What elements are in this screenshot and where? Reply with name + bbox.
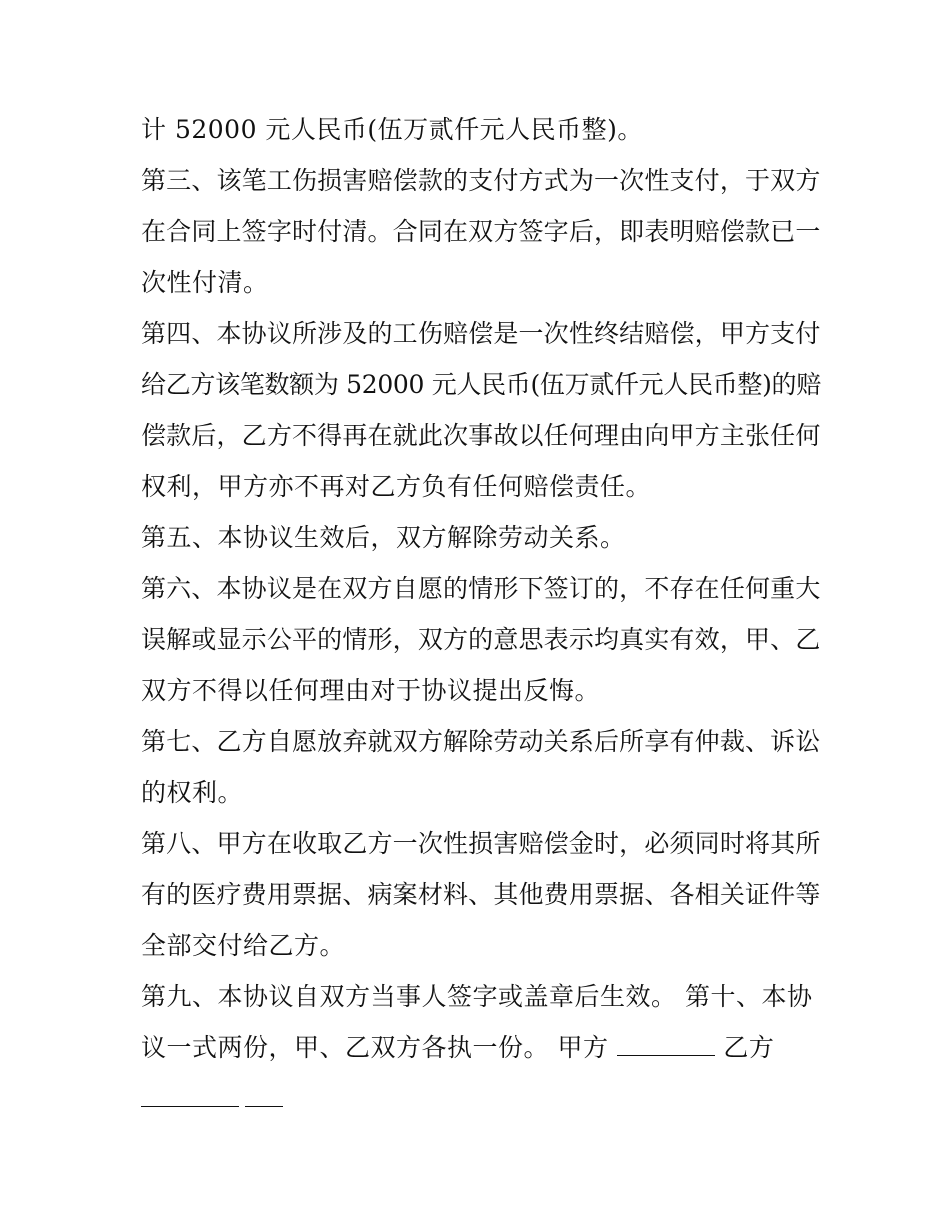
text-line: 第五、本协议生效后，双方解除劳动关系。 — [141, 523, 626, 552]
text-line: 次性付清。 — [141, 268, 269, 297]
text-line: 第三、该笔工伤损害赔偿款的支付方式为一次性支付，于双方 — [141, 166, 821, 195]
text-line: 给乙方该笔数额为 52000 元人民币(伍万贰仟元人民币整)的赔 — [141, 370, 821, 399]
text-line: 第八、甲方在收取乙方一次性损害赔偿金时，必须同时将其所 — [141, 829, 821, 858]
signature-blank-line — [141, 1079, 821, 1119]
party-b-signature-blank — [141, 1084, 239, 1107]
text-line: 第四、本协议所涉及的工伤赔偿是一次性终结赔偿，甲方支付 — [141, 319, 821, 348]
party-b-label: 乙方 — [723, 1033, 775, 1062]
text-line: 权利，甲方亦不再对乙方负有任何赔偿责任。 — [141, 472, 652, 501]
signature-blank-extra — [245, 1084, 283, 1107]
text-line: 在合同上签字时付清。合同在双方签字后，即表明赔偿款已一 — [141, 217, 821, 246]
text-line: 偿款后，乙方不得再在就此次事故以任何理由向甲方主张任何 — [141, 421, 821, 450]
text-line: 的权利。 — [141, 778, 244, 807]
text-line: 第九、本协议自双方当事人签字或盖章后生效。 第十、本协 — [141, 982, 813, 1011]
signature-line-text: 议一式两份，甲、乙双方各执一份。 甲方 — [141, 1033, 609, 1062]
text-line: 误解或显示公平的情形，双方的意思表示均真实有效，甲、乙 — [141, 625, 821, 654]
text-line: 第七、乙方自愿放弃就双方解除劳动关系后所享有仲裁、诉讼 — [141, 727, 821, 756]
text-line: 双方不得以任何理由对于协议提出反悔。 — [141, 676, 601, 705]
agreement-text — [141, 110, 821, 1119]
text-line: 有的医疗费用票据、病案材料、其他费用票据、各相关证件等 — [141, 880, 821, 909]
text-line: 计 52000 元人民币(伍万贰仟元人民币整)。 — [141, 115, 643, 144]
text-line: 第六、本协议是在双方自愿的情形下签订的，不存在任何重大 — [141, 574, 821, 603]
text-line: 全部交付给乙方。 — [141, 931, 346, 960]
party-a-signature-blank — [617, 1033, 715, 1056]
signature-line — [141, 1028, 821, 1079]
